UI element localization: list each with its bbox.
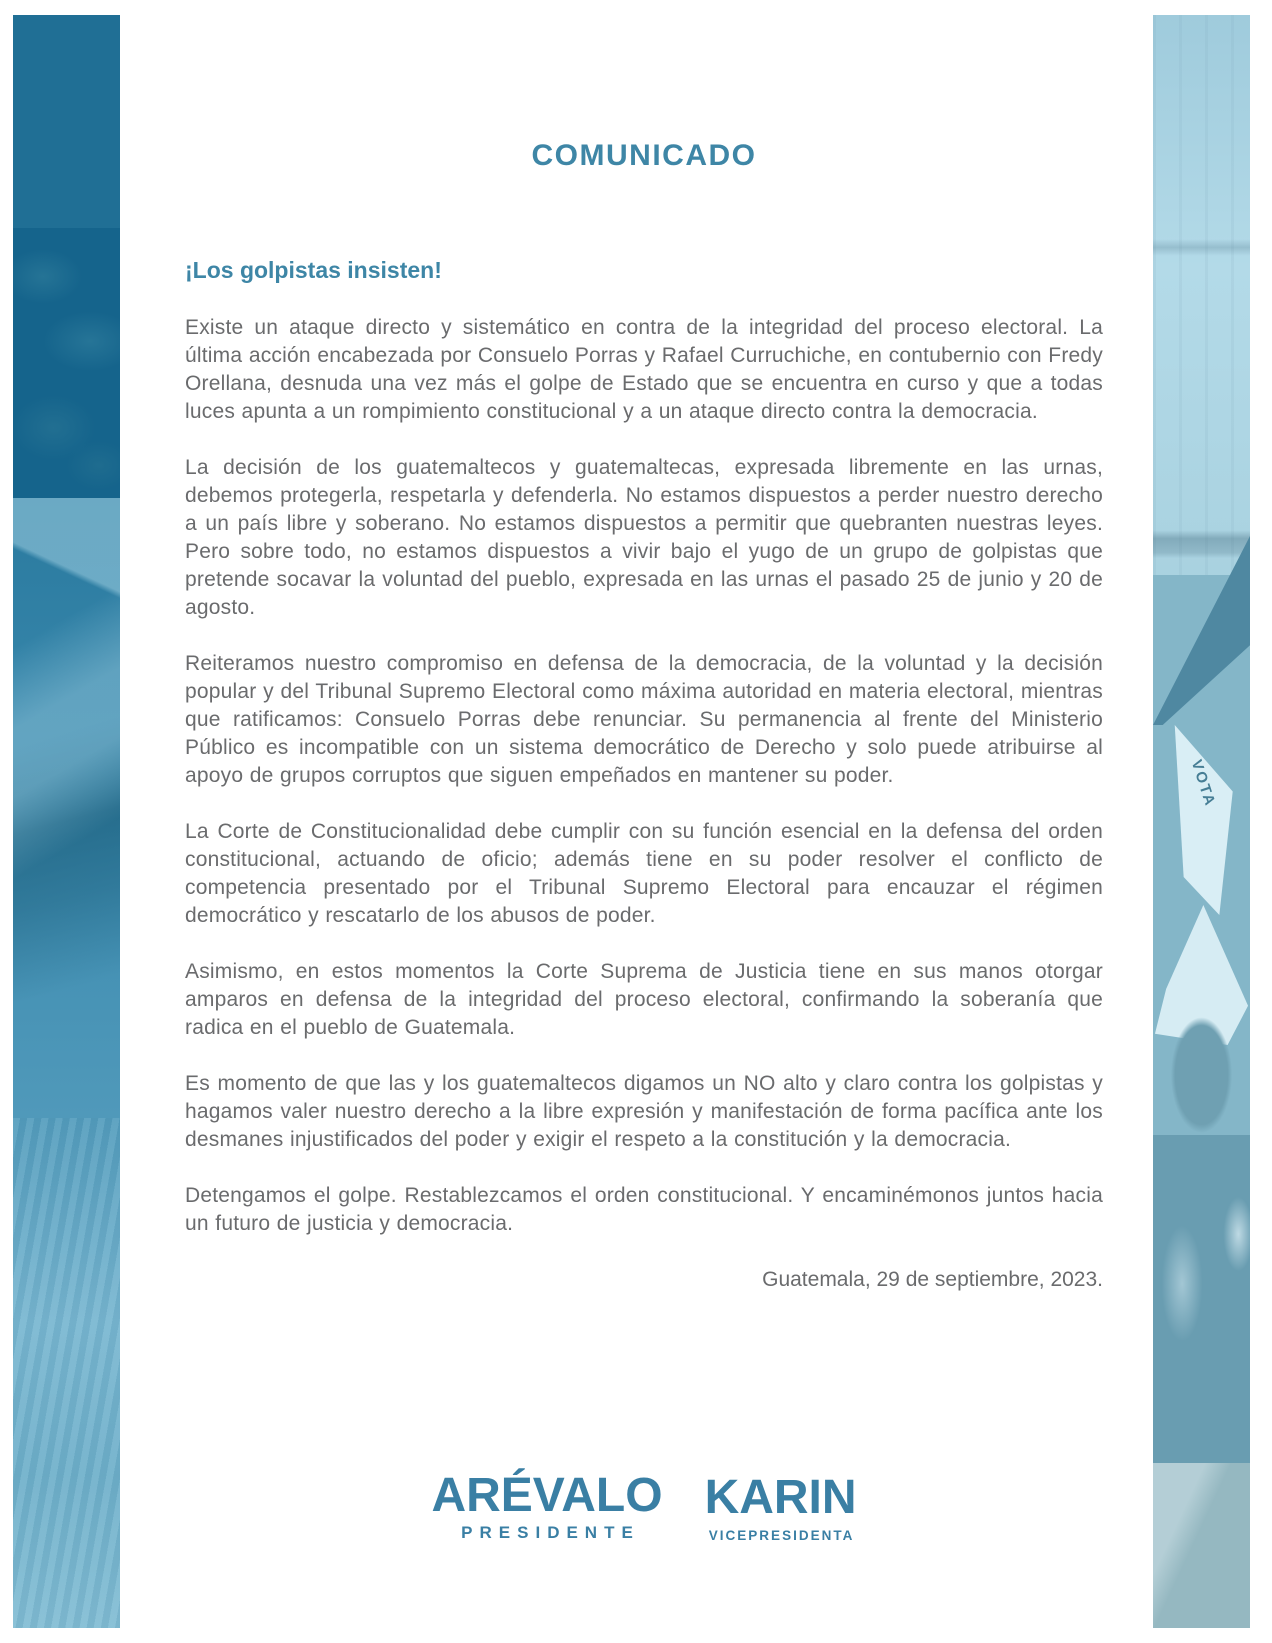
karin-logo-title: VICEPRESIDENTA [708, 1528, 855, 1543]
paragraph-2: La decisión de los guatemaltecos y guatemaltecas, expresada libremente en las urnas, debemos protegerla, respetarla y defenderla. No estamos dispuestos a perder nuestro derecho a un país libre y soberano. No estamos dispuestos a permitir que quebranten nuestras leyes. Pero sobre todo, no estamos dispuestos a vivir bajo el yugo de un grupo de golpistas que pretende socavar la voluntad del pueblo, expresada en las urnas el pasado 25 de junio y 20 de agosto. [185, 456, 1103, 619]
page-title: COMUNICADO [531, 139, 757, 172]
section-heading: ¡Los golpistas insisten! [185, 257, 442, 283]
paragraph-1: Existe un ataque directo y sistemático en contra de la integridad del proceso electoral. La última acción encabezada por Consuelo Porras y Rafael Curruchiche, en contubernio con Fredy Orellana, desnuda una vez más el golpe de Estado que se encuentra en curso y que a todas luces apunta a un rompimiento constitucional y a un ataque directo contra la democracia. [185, 316, 1103, 423]
vota-flag-text: VOTA [1187, 757, 1219, 810]
document-body [185, 0, 1103, 1294]
arevalo-logo-name: ARÉVALO [431, 1469, 663, 1522]
left-border-leaves-photo [13, 228, 120, 498]
karin-logo-name: KARIN [704, 1471, 857, 1524]
left-border-solid-block [13, 15, 120, 228]
left-border-flags-photo [13, 498, 120, 1118]
right-border-crowd-photo [1153, 575, 1250, 1463]
dateline: Guatemala, 29 de septiembre, 2023. [762, 1268, 1103, 1291]
paragraph-5: Asimismo, en estos momentos la Corte Suprema de Justicia tiene en sus manos otorgar amparos en defensa de la integridad del proceso electoral, confirmando la soberanía que radica en el pueblo de Guatemala. [185, 960, 1103, 1039]
left-photo-border [13, 15, 120, 1628]
signature-logos [185, 1469, 1103, 1543]
right-photo-border [1153, 15, 1250, 1628]
arevalo-logo-title: PRESIDENTE [461, 1523, 640, 1542]
right-border-building-photo [1153, 15, 1250, 575]
karin-logo [704, 1471, 857, 1543]
supporter-shirt-shape [1153, 1135, 1250, 1465]
vota-pennant-shape [1157, 725, 1246, 915]
paragraph-7: Detengamos el golpe. Restablezcamos el orden constitucional. Y encaminémonos juntos hacia un futuro de justicia y democracia. [185, 1184, 1103, 1235]
right-border-bottom-photo [1153, 1463, 1250, 1628]
arevalo-logo [431, 1469, 663, 1543]
paragraph-4: La Corte de Constitucionalidad debe cumplir con su función esencial en la defensa del orden constitucional, actuando de oficio; además tiene en su poder resolver el conflicto de competencia presentado por el Tribunal Supremo Electoral para encauzar el régimen democrático y rescatarlo de los abusos de poder. [185, 820, 1103, 927]
left-border-fabric-photo [13, 1118, 120, 1628]
paragraph-6: Es momento de que las y los guatemaltecos digamos un NO alto y claro contra los golpistas y hagamos valer nuestro derecho a la libre expresión y manifestación de forma pacífica ante los desmanes injustificados del poder y exigir el respeto a la constitución y la democracia. [185, 1072, 1103, 1151]
paragraph-3: Reiteramos nuestro compromiso en defensa de la democracia, de la voluntad y la decisión popular y del Tribunal Supremo Electoral como máxima autoridad en materia electoral, mientras que ratificamos: Consuelo Porras debe renunciar. Su permanencia al frente del Ministerio Público es incompatible con un sistema democrático de Derecho y solo puede atribuirse al apoyo de grupos corruptos que siguen empeñados en mantener su poder. [185, 652, 1103, 787]
